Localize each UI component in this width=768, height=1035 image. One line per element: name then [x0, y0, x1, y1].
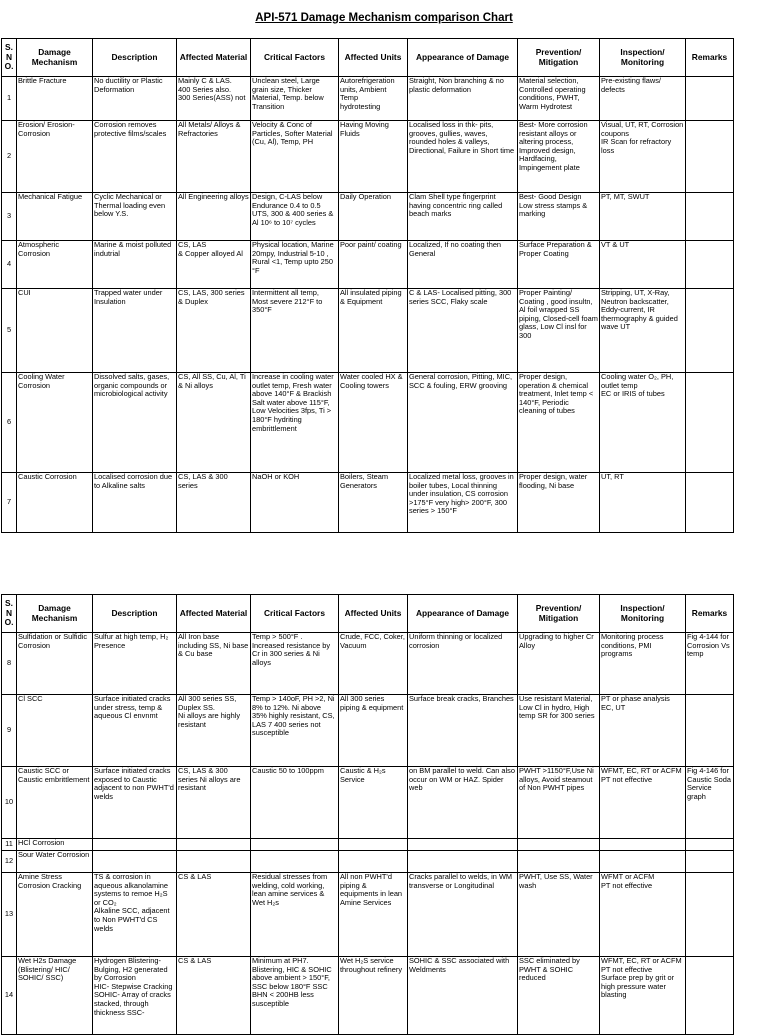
sn-cell: 5	[2, 289, 17, 373]
appearance-cell: C & LAS- Localised pitting, 300 series SCC, Flaky scale	[408, 289, 518, 373]
prevention-cell	[518, 851, 600, 873]
page-title: API-571 Damage Mechanism comparison Chart	[255, 12, 513, 24]
inspection-cell: Pre-existing flaws/ defects	[600, 77, 686, 121]
description-cell: Dissolved salts, gases, organic compounds or microbiological activity	[93, 373, 177, 473]
remarks-cell	[686, 851, 734, 873]
mechanism-cell: Cooling Water Corrosion	[17, 373, 93, 473]
damage-mechanism-table-2	[1, 594, 734, 1035]
appearance-cell	[408, 839, 518, 851]
table-row	[2, 193, 734, 241]
header-sn: S.N O.	[2, 595, 17, 633]
mechanism-cell: HCl Corrosion	[17, 839, 93, 851]
material-cell: CS & LAS	[177, 873, 251, 957]
header-inspection: Inspection/ Monitoring	[600, 39, 686, 77]
appearance-cell: Straight, Non branching & no plastic deformation	[408, 77, 518, 121]
table-row	[2, 473, 734, 533]
units-cell: All insulated piping & Equipment	[339, 289, 408, 373]
units-cell	[339, 839, 408, 851]
description-cell: Trapped water under Insulation	[93, 289, 177, 373]
description-cell: Surface initiated cracks exposed to Caustic adjacent to non PWHT'd welds	[93, 767, 177, 839]
header-mechanism: Damage Mechanism	[17, 39, 93, 77]
material-cell: All 300 series SS, Duplex SS. Ni alloys are highly resistant	[177, 695, 251, 767]
factors-cell: Increase in cooling water outlet temp, Fresh water above 140°F & Brackish Salt water above 115°F, Low Velocities 3fps, Ti > 180°F hydriting embrittlement	[251, 373, 339, 473]
sn-cell: 2	[2, 121, 17, 193]
material-cell: CS, All SS, Cu, Al, Ti & Ni alloys	[177, 373, 251, 473]
inspection-cell: PT, MT, SWUT	[600, 193, 686, 241]
remarks-cell	[686, 695, 734, 767]
table-row	[2, 957, 734, 1035]
inspection-cell: Monitoring process conditions, PMI programs	[600, 633, 686, 695]
units-cell: Daily Operation	[339, 193, 408, 241]
appearance-cell: Clam Shell type fingerprint having concentric ring called beach marks	[408, 193, 518, 241]
header-factors: Critical Factors	[251, 39, 339, 77]
units-cell: Autorefrigeration units, Ambient Temp hydrotesting	[339, 77, 408, 121]
prevention-cell: Proper design, operation & chemical treatment, Inlet temp < 140°F, Periodic cleaning of tubes	[518, 373, 600, 473]
table-row	[2, 767, 734, 839]
factors-cell: Velocity & Conc of Particles, Softer Material (Cu, Al), Temp, PH	[251, 121, 339, 193]
description-cell: Cyclic Mechanical or Thermal loading even below Y.S.	[93, 193, 177, 241]
sn-cell: 9	[2, 695, 17, 767]
header-remarks: Remarks	[686, 595, 734, 633]
header-prevention: Prevention/ Mitigation	[518, 595, 600, 633]
remarks-cell: Fig 4-144 for Corrosion Vs temp	[686, 633, 734, 695]
header-description: Description	[93, 595, 177, 633]
prevention-cell: Surface Preparation & Proper Coating	[518, 241, 600, 289]
inspection-cell	[600, 851, 686, 873]
factors-cell: Caustic 50 to 100ppm	[251, 767, 339, 839]
description-cell: Hydrogen Blistering- Bulging, H2 generated by Corrosion HIC- Stepwise Cracking SOHIC- Array of cracks stacked, through thickness SSC-	[93, 957, 177, 1035]
appearance-cell: on BM parallel to weld. Can also occur on WM or HAZ. Spider web	[408, 767, 518, 839]
inspection-cell: UT, RT	[600, 473, 686, 533]
header-sn: S.N O.	[2, 39, 17, 77]
header-material: Affected Material	[177, 595, 251, 633]
material-cell: All Engineering alloys	[177, 193, 251, 241]
units-cell: Water cooled HX & Cooling towers	[339, 373, 408, 473]
remarks-cell	[686, 77, 734, 121]
remarks-cell	[686, 473, 734, 533]
sn-cell: 1	[2, 77, 17, 121]
header-factors: Critical Factors	[251, 595, 339, 633]
remarks-cell	[686, 839, 734, 851]
mechanism-cell: Caustic SCC or Caustic embrittlement	[17, 767, 93, 839]
header-prevention: Prevention/ Mitigation	[518, 39, 600, 77]
inspection-cell: Stripping, UT, X-Ray, Neutron backscatter, Eddy-current, IR thermography & guided wave UT	[600, 289, 686, 373]
remarks-cell	[686, 121, 734, 193]
header-inspection: Inspection/ Monitoring	[600, 595, 686, 633]
sn-cell: 11	[2, 839, 17, 851]
sn-cell: 10	[2, 767, 17, 839]
units-cell	[339, 851, 408, 873]
factors-cell: Intermittent all temp, Most severe 212°F to 350°F	[251, 289, 339, 373]
material-cell: All Metals/ Alloys & Refractories	[177, 121, 251, 193]
appearance-cell: SOHIC & SSC associated with Weldments	[408, 957, 518, 1035]
inspection-cell	[600, 839, 686, 851]
inspection-cell: Visual, UT, RT, Corrosion coupons IR Scan for refractory loss	[600, 121, 686, 193]
description-cell: Localised corrosion due to Alkaline salts	[93, 473, 177, 533]
sn-cell: 3	[2, 193, 17, 241]
remarks-cell	[686, 289, 734, 373]
table-row	[2, 633, 734, 695]
table-row	[2, 839, 734, 851]
units-cell: All 300 series piping & equipment	[339, 695, 408, 767]
factors-cell: Minimum at PH7. Blistering, HIC & SOHIC above ambient > 150°F, SSC below 180°F SSC BHN < 200HB less susceptible	[251, 957, 339, 1035]
inspection-cell: WFMT, EC, RT or ACFM PT not effective Surface prep by grit or high pressure water blasting	[600, 957, 686, 1035]
appearance-cell: Uniform thinning or localized corrosion	[408, 633, 518, 695]
mechanism-cell: Caustic Corrosion	[17, 473, 93, 533]
units-cell: Crude, FCC, Coker, Vacuum	[339, 633, 408, 695]
mechanism-cell: Wet H2s Damage (Blistering/ HIC/ SOHIC/ SSC)	[17, 957, 93, 1035]
prevention-cell: PWHT >1150°F,Use Ni alloys, Avoid steamout of Non PWHT pipes	[518, 767, 600, 839]
units-cell: Wet H₂S service throughout refinery	[339, 957, 408, 1035]
header-appearance: Appearance of Damage	[408, 595, 518, 633]
table-row	[2, 873, 734, 957]
header-row	[2, 39, 734, 77]
sn-cell: 7	[2, 473, 17, 533]
remarks-cell: Fig 4-146 for Caustic Soda Service graph	[686, 767, 734, 839]
mechanism-cell: Cl SCC	[17, 695, 93, 767]
appearance-cell: Surface break cracks, Branches	[408, 695, 518, 767]
material-cell: CS, LAS & 300 series	[177, 473, 251, 533]
remarks-cell	[686, 373, 734, 473]
header-appearance: Appearance of Damage	[408, 39, 518, 77]
appearance-cell: General corrosion, Pitting, MIC, SCC & fouling, ERW grooving	[408, 373, 518, 473]
factors-cell	[251, 839, 339, 851]
factors-cell	[251, 851, 339, 873]
mechanism-cell: Atmospheric Corrosion	[17, 241, 93, 289]
factors-cell: Temp > 500°F . Increased resistance by Cr in 300 series & Ni alloys	[251, 633, 339, 695]
description-cell: Corrosion removes protective films/scales	[93, 121, 177, 193]
description-cell: Marine & moist polluted indutrial	[93, 241, 177, 289]
header-remarks: Remarks	[686, 39, 734, 77]
header-units: Affected Units	[339, 595, 408, 633]
units-cell: Having Moving Fluids	[339, 121, 408, 193]
table-row	[2, 851, 734, 873]
prevention-cell	[518, 839, 600, 851]
prevention-cell: Best- More corrosion resistant alloys or altering process, Improved design, Hardfacing, Impingement plate	[518, 121, 600, 193]
inspection-cell: PT or phase analysis EC, UT	[600, 695, 686, 767]
units-cell: Boilers, Steam Generators	[339, 473, 408, 533]
description-cell: Surface initiated cracks under stress, temp & aqueous Cl envnmt	[93, 695, 177, 767]
sn-cell: 6	[2, 373, 17, 473]
table-row	[2, 695, 734, 767]
appearance-cell: Localised loss in thk- pits, grooves, gullies, waves, rounded holes & valleys, Directional, Failure in Short time	[408, 121, 518, 193]
remarks-cell	[686, 873, 734, 957]
remarks-cell	[686, 193, 734, 241]
factors-cell: Physical location, Marine 20mpy, Industrial 5-10 , Rural <1, Temp upto 250 °F	[251, 241, 339, 289]
mechanism-cell: Sour Water Corrosion	[17, 851, 93, 873]
units-cell: Poor paint/ coating	[339, 241, 408, 289]
description-cell	[93, 851, 177, 873]
header-material: Affected Material	[177, 39, 251, 77]
factors-cell: Residual stresses from welding, cold working, lean amine services & Wet H₂s	[251, 873, 339, 957]
mechanism-cell: Brittle Fracture	[17, 77, 93, 121]
prevention-cell: SSC eliminated by PWHT & SOHIC reduced	[518, 957, 600, 1035]
material-cell: CS & LAS	[177, 957, 251, 1035]
mechanism-cell: Mechanical Fatigue	[17, 193, 93, 241]
inspection-cell: WFMT, EC, RT or ACFM PT not effective	[600, 767, 686, 839]
sn-cell: 13	[2, 873, 17, 957]
table-row	[2, 77, 734, 121]
header-mechanism: Damage Mechanism	[17, 595, 93, 633]
sn-cell: 14	[2, 957, 17, 1035]
mechanism-cell: CUI	[17, 289, 93, 373]
table-row	[2, 121, 734, 193]
table-row	[2, 241, 734, 289]
description-cell: TS & corrosion in aqueous alkanolamine systems to remoe H₂S or CO₂ Alkaline SCC, adjacent to Non PWHT'd CS welds	[93, 873, 177, 957]
material-cell	[177, 851, 251, 873]
prevention-cell: PWHT, Use SS, Water wash	[518, 873, 600, 957]
sn-cell: 4	[2, 241, 17, 289]
prevention-cell: Best- Good Design Low stress stamps & marking	[518, 193, 600, 241]
factors-cell: Unclean steel, Large grain size, Thicker Material, Temp. below Transition	[251, 77, 339, 121]
inspection-cell: WFMT or ACFM PT not effective	[600, 873, 686, 957]
prevention-cell: Use resistant Material, Low Cl in hydro, High temp SR for 300 series	[518, 695, 600, 767]
material-cell: CS, LAS & 300 series Ni alloys are resistant	[177, 767, 251, 839]
mechanism-cell: Amine Stress Corrosion Cracking	[17, 873, 93, 957]
description-cell: Sulfur at high temp, H₂ Presence	[93, 633, 177, 695]
material-cell: Mainly C & LAS. 400 Series also. 300 Series(ASS) not	[177, 77, 251, 121]
header-units: Affected Units	[339, 39, 408, 77]
factors-cell: NaOH or KOH	[251, 473, 339, 533]
prevention-cell: Material selection, Controlled operating conditions, PWHT, Warm Hydrotest	[518, 77, 600, 121]
remarks-cell	[686, 957, 734, 1035]
sn-cell: 8	[2, 633, 17, 695]
mechanism-cell: Sulfidation or Sulfidic Corrosion	[17, 633, 93, 695]
units-cell: All non PWHT'd piping & equipments in lean Amine Services	[339, 873, 408, 957]
factors-cell: Temp > 140oF, PH >2, Ni 8% to 12%. Ni above 35% highly resistant, CS, LAS 7 400 series not susceptible	[251, 695, 339, 767]
prevention-cell: Upgrading to higher Cr Alloy	[518, 633, 600, 695]
prevention-cell: Proper Painting/ Coating , good insultn, Al foil wrapped SS piping, Closed-cell foam glass, Low Cl insl for 300	[518, 289, 600, 373]
appearance-cell: Localized, If no coating then General	[408, 241, 518, 289]
material-cell	[177, 839, 251, 851]
description-cell	[93, 839, 177, 851]
description-cell: No ductility or Plastic Deformation	[93, 77, 177, 121]
remarks-cell	[686, 241, 734, 289]
units-cell: Caustic & H₂s Service	[339, 767, 408, 839]
damage-mechanism-table-1	[1, 38, 734, 533]
appearance-cell: Cracks parallel to welds, in WM transverse or Longitudinal	[408, 873, 518, 957]
inspection-cell: Cooling water O₂, PH, outlet temp EC or IRIS of tubes	[600, 373, 686, 473]
sn-cell: 12	[2, 851, 17, 873]
header-row	[2, 595, 734, 633]
appearance-cell: Localized metal loss, grooves in boiler tubes, Local thinning under insulation, CS corrosion >175°F very high> 200°F, 300 series > 150°F	[408, 473, 518, 533]
table-row	[2, 289, 734, 373]
inspection-cell: VT & UT	[600, 241, 686, 289]
mechanism-cell: Erosion/ Erosion-Corrosion	[17, 121, 93, 193]
material-cell: CS, LAS & Copper alloyed Al	[177, 241, 251, 289]
header-description: Description	[93, 39, 177, 77]
factors-cell: Design, C-LAS below Endurance 0.4 to 0.5 UTS, 300 & 400 series & Al 10⁶ to 10⁷ cycles	[251, 193, 339, 241]
material-cell: All Iron base including SS, Ni base & Cu base	[177, 633, 251, 695]
material-cell: CS, LAS, 300 series & Duplex	[177, 289, 251, 373]
appearance-cell	[408, 851, 518, 873]
table-row	[2, 373, 734, 473]
prevention-cell: Proper design, water flooding, Ni base	[518, 473, 600, 533]
